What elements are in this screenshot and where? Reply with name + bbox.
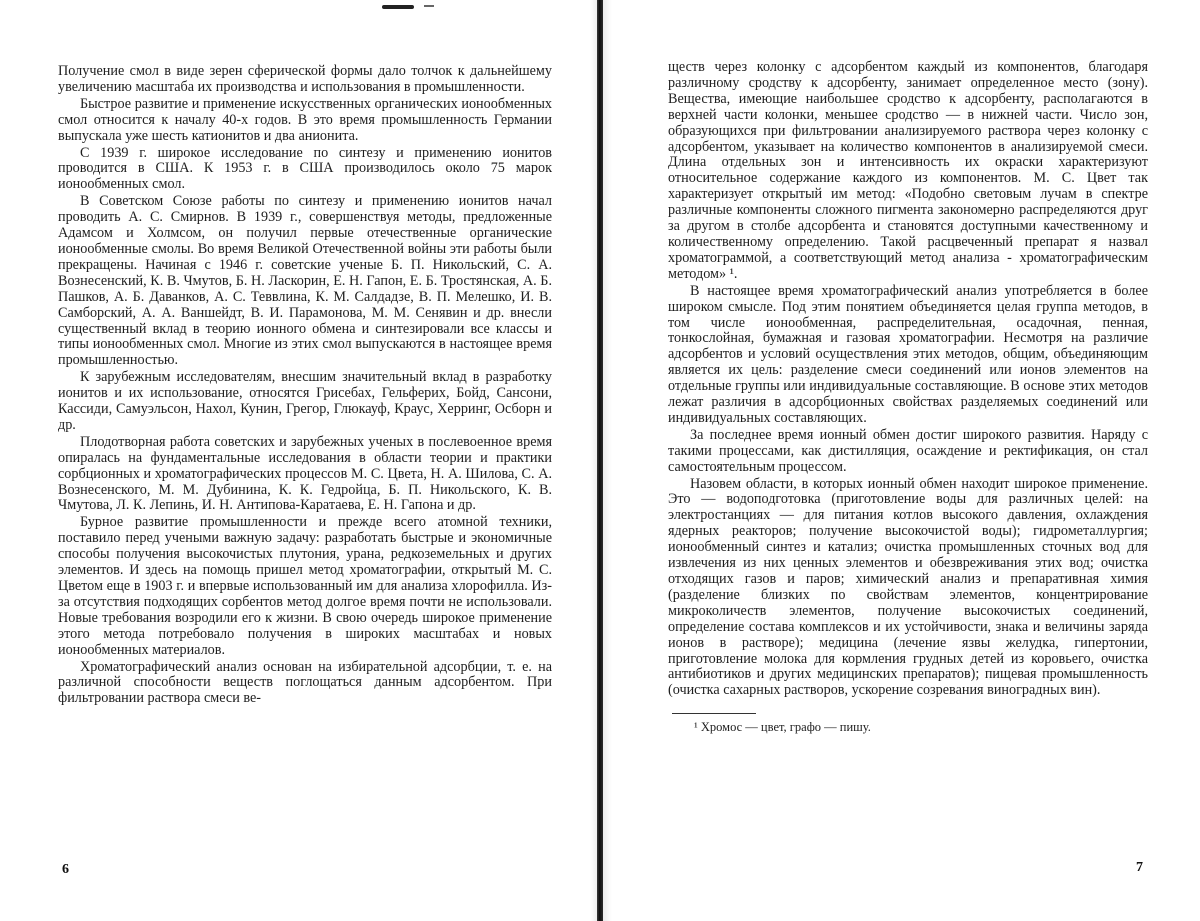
- paragraph: ществ через колонку с адсорбентом каждый из компонентов, благодаря различному сродству к адсорбенту, занимает определенное место (зону). Вещества, имеющие наибольшее сродство к адсорбенту, располагаются в верхней части колонки, меньшее сродство — в нижней части. Число зон, образующихся при фильтровании анализируемого раствора через колонку с адсорбентом, указывает на количество компонентов в анализируемой смеси. Длина отдельных зон и интенсивность их окраски характеризуют относительное содержание каждого из компонентов. М. С. Цвет так характеризует открытый им метод: «Подобно световым лучам в спектре различные компоненты сложного пигмента закономерно распределяются друг за другом в столбе адсорбента и становятся доступными качественному и количественному определению. Такой расцвеченный препарат я назвал хроматограммой, а соответствующий метод анализа - хроматографическим методом» ¹.: [668, 59, 1148, 282]
- footnote: ¹ Хромос — цвет, графо — пишу.: [694, 720, 871, 735]
- paragraph: Бурное развитие промышленности и прежде всего атомной техники, поставило перед учеными важную задачу: разработать быстрые и экономичные способы получения высокочистых плутония, урана, редкоземельных и других элементов. И здесь на помощь пришел метод хроматографии, открытый М. С. Цветом еще в 1903 г. и впервые использованный им для анализа хлорофилла. Из-за отсутствия подходящих сорбентов метод долгое время почти не использовали. Новые требования возродили его к жизни. В свою очередь широкое применение этого метода потребовало получения в широких масштабах и новых ионообменных материалов.: [58, 514, 552, 658]
- paragraph: Получение смол в виде зерен сферической формы дало толчок к дальнейшему увеличению масштаба их производства и использования в промышленности.: [58, 63, 552, 95]
- page-number-left: 6: [62, 862, 69, 877]
- paragraph: Быстрое развитие и применение искусственных органических ионообменных смол относится к началу 40-х годов. В это время промышленность Германии выпускала уже шесть катионитов и два анионита.: [58, 95, 552, 144]
- paragraph: К зарубежным исследователям, внесшим значительный вклад в разработку ионитов и их использование, относятся Грисебах, Гельферих, Бойд, Сансони, Кассиди, Самуэльсон, Нахол, Кунин, Грегор, Глюкауф, Краус, Херринг, Осборн и др.: [58, 369, 552, 433]
- paragraph: В Советском Союзе работы по синтезу и применению ионитов начал проводить А. С. Смирнов. В 1939 г., совершенствуя методы, предложенные Адамсом и Холмсом, он получил первые отечественные органические ионообменные смолы. Во время Великой Отечественной войны эти работы были прекращены. Начиная с 1946 г. советские ученые Б. П. Никольский, С. А. Вознесенский, К. В. Чмутов, Б. Н. Ласкорин, Е. Н. Гапон, Е. Б. Тростянская, А. Б. Пашков, А. Б. Даванков, А. С. Теввлина, К. М. Салдадзе, В. П. Мелешко, И. В. Самборский, А. А. Ваншейдт, В. И. Парамонова, М. М. Сенявин и др. внесли существенный вклад в теорию ионного обмена и синтезировали все классы и типы ионообменных смол. Многие из этих смол выпускаются в настоящее время промышленностью.: [58, 193, 552, 369]
- paragraph: С 1939 г. широкое исследование по синтезу и применению ионитов проводится в США. К 1953 г. в США производилось около 75 марок ионообменных смол.: [58, 144, 552, 193]
- paragraph: Назовем области, в которых ионный обмен находит широкое применение. Это — водоподготовка (приготовление воды для различных целей: на электростанциях — для питания котлов высокого давления, охлаждения ядерных реакторов; получение высокочистой воды); гидрометаллургия; ионообменный синтез и катализ; очистка промышленных сточных вод для извлечения из них ценных элементов и обезвреживания этих вод; очистка отходящих газов и паров; химический анализ и препаративная химия (разделение близких по свойствам элементов, концентрирование микроколичеств элементов, получение высокочистых соединений, определение состава комплексов и их устойчивости, знака и величины заряда ионов в растворе); медицина (лечение язвы желудка, гипертонии, приготовление молока для кормления грудных детей из коровьего, очистка антибиотиков и других медицинских препаратов); пищевая промышленность (очистка сахарных растворов, ускорение созревания виноградных вин).: [668, 475, 1148, 699]
- paragraph: Плодотворная работа советских и зарубежных ученых в послевоенное время опиралась на фундаментальные исследования в области теории и практики сорбционных и хроматографических процессов М. С. Цвета, Н. А. Шилова, С. А. Вознесенского, М. М. Дубинина, К. К. Гедройца, Б. П. Никольского, К. В. Чмутова, Л. К. Лепинь, И. Н. Антипова-Каратаева, Е. Н. Гапона и др.: [58, 433, 552, 514]
- page-number-right: 7: [1136, 860, 1143, 875]
- printing-mark: [382, 5, 414, 9]
- paragraph: В настоящее время хроматографический анализ употребляется в более широком смысле. Под этим понятием объединяется целая группа методов, в том числе ионообменная, распределительная, осадочная, пенная, тонкослойная, бумажная и газовая хроматографии. Несмотря на различие адсорбентов и условий осуществления этих методов, общим, объединяющим является их цель: разделение смеси соединений или ионов элементов на отдельные группы или индивидуальные составляющие. В основе этих методов лежат различия в адсорбционных свойствах разделяемых соединений или индивидуальных составляющих.: [668, 282, 1148, 426]
- book-gutter: [597, 0, 603, 921]
- printing-mark-small: [424, 5, 434, 7]
- paragraph: Хроматографический анализ основан на избирательной адсорбции, т. е. на различной способности веществ поглощаться данным адсорбентом. При фильтровании раствора смеси ве-: [58, 658, 552, 707]
- right-page: [668, 60, 1148, 734]
- paragraph: За последнее время ионный обмен достиг широкого развития. Наряду с такими процессами, как дистилляция, осаждение и ректификация, он стал самостоятельным процессом.: [668, 426, 1148, 475]
- footnote-rule: [672, 713, 756, 714]
- left-page: [58, 64, 552, 707]
